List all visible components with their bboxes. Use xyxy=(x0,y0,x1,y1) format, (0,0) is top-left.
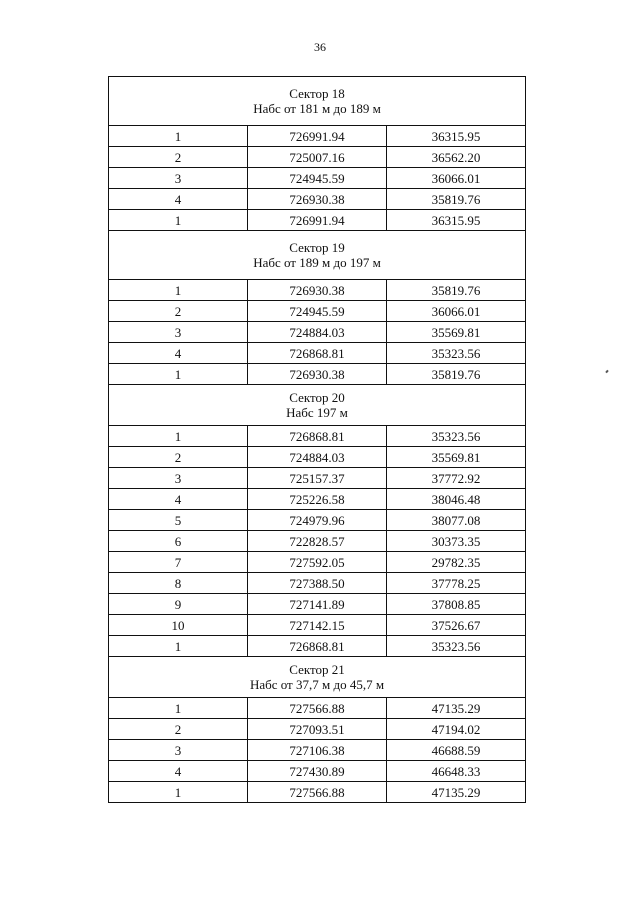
scan-mark xyxy=(605,370,608,374)
sector-height-range: Набс от 181 м до 189 м xyxy=(253,101,381,116)
x-coordinate-cell: 724884.03 xyxy=(248,322,387,343)
x-coordinate-cell: 727388.50 xyxy=(248,573,387,594)
table-row xyxy=(109,447,526,468)
y-coordinate-cell: 36562.20 xyxy=(387,147,526,168)
table-row xyxy=(109,301,526,322)
table-row xyxy=(109,210,526,231)
y-coordinate-cell: 35323.56 xyxy=(387,636,526,657)
y-coordinate-cell: 37808.85 xyxy=(387,594,526,615)
sector-header-cell xyxy=(109,385,526,426)
point-number-cell: 8 xyxy=(109,573,248,594)
x-coordinate-cell: 726930.38 xyxy=(248,364,387,385)
y-coordinate-cell: 37526.67 xyxy=(387,615,526,636)
sector-title: Сектор 21 xyxy=(289,662,345,677)
table-row xyxy=(109,636,526,657)
sector-header-row xyxy=(109,231,526,280)
x-coordinate-cell: 725157.37 xyxy=(248,468,387,489)
point-number-cell: 4 xyxy=(109,343,248,364)
y-coordinate-cell: 35323.56 xyxy=(387,343,526,364)
table-row xyxy=(109,510,526,531)
sector-height-range: Набс от 189 м до 197 м xyxy=(253,255,381,270)
point-number-cell: 3 xyxy=(109,168,248,189)
point-number-cell: 3 xyxy=(109,740,248,761)
x-coordinate-cell: 724945.59 xyxy=(248,168,387,189)
point-number-cell: 1 xyxy=(109,126,248,147)
y-coordinate-cell: 46648.33 xyxy=(387,761,526,782)
x-coordinate-cell: 726868.81 xyxy=(248,636,387,657)
y-coordinate-cell: 37778.25 xyxy=(387,573,526,594)
table-row xyxy=(109,189,526,210)
table-row xyxy=(109,489,526,510)
point-number-cell: 3 xyxy=(109,322,248,343)
x-coordinate-cell: 727430.89 xyxy=(248,761,387,782)
x-coordinate-cell: 726930.38 xyxy=(248,189,387,210)
y-coordinate-cell: 46688.59 xyxy=(387,740,526,761)
sector-header-cell xyxy=(109,77,526,126)
sector-header-row xyxy=(109,77,526,126)
table-row xyxy=(109,531,526,552)
sector-title: Сектор 19 xyxy=(289,240,345,255)
x-coordinate-cell: 724979.96 xyxy=(248,510,387,531)
x-coordinate-cell: 727093.51 xyxy=(248,719,387,740)
point-number-cell: 6 xyxy=(109,531,248,552)
y-coordinate-cell: 35819.76 xyxy=(387,189,526,210)
table-row xyxy=(109,761,526,782)
x-coordinate-cell: 727142.15 xyxy=(248,615,387,636)
table-row xyxy=(109,594,526,615)
point-number-cell: 2 xyxy=(109,301,248,322)
y-coordinate-cell: 36066.01 xyxy=(387,168,526,189)
table-row xyxy=(109,426,526,447)
table-row xyxy=(109,126,526,147)
point-number-cell: 1 xyxy=(109,280,248,301)
x-coordinate-cell: 726991.94 xyxy=(248,126,387,147)
table-row xyxy=(109,468,526,489)
y-coordinate-cell: 35819.76 xyxy=(387,364,526,385)
y-coordinate-cell: 35819.76 xyxy=(387,280,526,301)
point-number-cell: 1 xyxy=(109,364,248,385)
sector-header-cell xyxy=(109,231,526,280)
x-coordinate-cell: 725007.16 xyxy=(248,147,387,168)
point-number-cell: 1 xyxy=(109,210,248,231)
point-number-cell: 2 xyxy=(109,147,248,168)
point-number-cell: 3 xyxy=(109,468,248,489)
y-coordinate-cell: 38077.08 xyxy=(387,510,526,531)
x-coordinate-cell: 724884.03 xyxy=(248,447,387,468)
y-coordinate-cell: 35569.81 xyxy=(387,447,526,468)
table-row xyxy=(109,147,526,168)
point-number-cell: 4 xyxy=(109,761,248,782)
x-coordinate-cell: 727566.88 xyxy=(248,698,387,719)
y-coordinate-cell: 36315.95 xyxy=(387,210,526,231)
x-coordinate-cell: 727141.89 xyxy=(248,594,387,615)
sector-height-range: Набс от 37,7 м до 45,7 м xyxy=(249,677,385,692)
coordinates-table xyxy=(108,76,526,803)
point-number-cell: 1 xyxy=(109,782,248,803)
x-coordinate-cell: 722828.57 xyxy=(248,531,387,552)
y-coordinate-cell: 35569.81 xyxy=(387,322,526,343)
table-row xyxy=(109,719,526,740)
table-row xyxy=(109,615,526,636)
y-coordinate-cell: 36066.01 xyxy=(387,301,526,322)
point-number-cell: 4 xyxy=(109,489,248,510)
page-number: 36 xyxy=(314,40,326,54)
coordinates-table-body xyxy=(109,77,526,803)
sector-header-row xyxy=(109,385,526,426)
point-number-cell: 2 xyxy=(109,719,248,740)
point-number-cell: 10 xyxy=(109,615,248,636)
x-coordinate-cell: 726868.81 xyxy=(248,426,387,447)
x-coordinate-cell: 724945.59 xyxy=(248,301,387,322)
y-coordinate-cell: 38046.48 xyxy=(387,489,526,510)
x-coordinate-cell: 727106.38 xyxy=(248,740,387,761)
x-coordinate-cell: 727592.05 xyxy=(248,552,387,573)
table-row xyxy=(109,343,526,364)
point-number-cell: 9 xyxy=(109,594,248,615)
x-coordinate-cell: 726930.38 xyxy=(248,280,387,301)
point-number-cell: 2 xyxy=(109,447,248,468)
table-row xyxy=(109,740,526,761)
y-coordinate-cell: 37772.92 xyxy=(387,468,526,489)
table-row xyxy=(109,698,526,719)
y-coordinate-cell: 29782.35 xyxy=(387,552,526,573)
sector-height-range: Набс 197 м xyxy=(286,405,348,420)
table-row xyxy=(109,280,526,301)
point-number-cell: 7 xyxy=(109,552,248,573)
table-row xyxy=(109,364,526,385)
table-row xyxy=(109,168,526,189)
sector-title: Сектор 18 xyxy=(289,86,345,101)
x-coordinate-cell: 727566.88 xyxy=(248,782,387,803)
table-row xyxy=(109,322,526,343)
point-number-cell: 1 xyxy=(109,426,248,447)
x-coordinate-cell: 726868.81 xyxy=(248,343,387,364)
x-coordinate-cell: 726991.94 xyxy=(248,210,387,231)
sector-header-row xyxy=(109,657,526,698)
y-coordinate-cell: 35323.56 xyxy=(387,426,526,447)
y-coordinate-cell: 47194.02 xyxy=(387,719,526,740)
point-number-cell: 4 xyxy=(109,189,248,210)
table-row xyxy=(109,782,526,803)
y-coordinate-cell: 36315.95 xyxy=(387,126,526,147)
sector-title: Сектор 20 xyxy=(289,390,345,405)
y-coordinate-cell: 30373.35 xyxy=(387,531,526,552)
sector-header-cell xyxy=(109,657,526,698)
x-coordinate-cell: 725226.58 xyxy=(248,489,387,510)
point-number-cell: 1 xyxy=(109,636,248,657)
y-coordinate-cell: 47135.29 xyxy=(387,698,526,719)
point-number-cell: 1 xyxy=(109,698,248,719)
table-row xyxy=(109,552,526,573)
table-row xyxy=(109,573,526,594)
y-coordinate-cell: 47135.29 xyxy=(387,782,526,803)
point-number-cell: 5 xyxy=(109,510,248,531)
